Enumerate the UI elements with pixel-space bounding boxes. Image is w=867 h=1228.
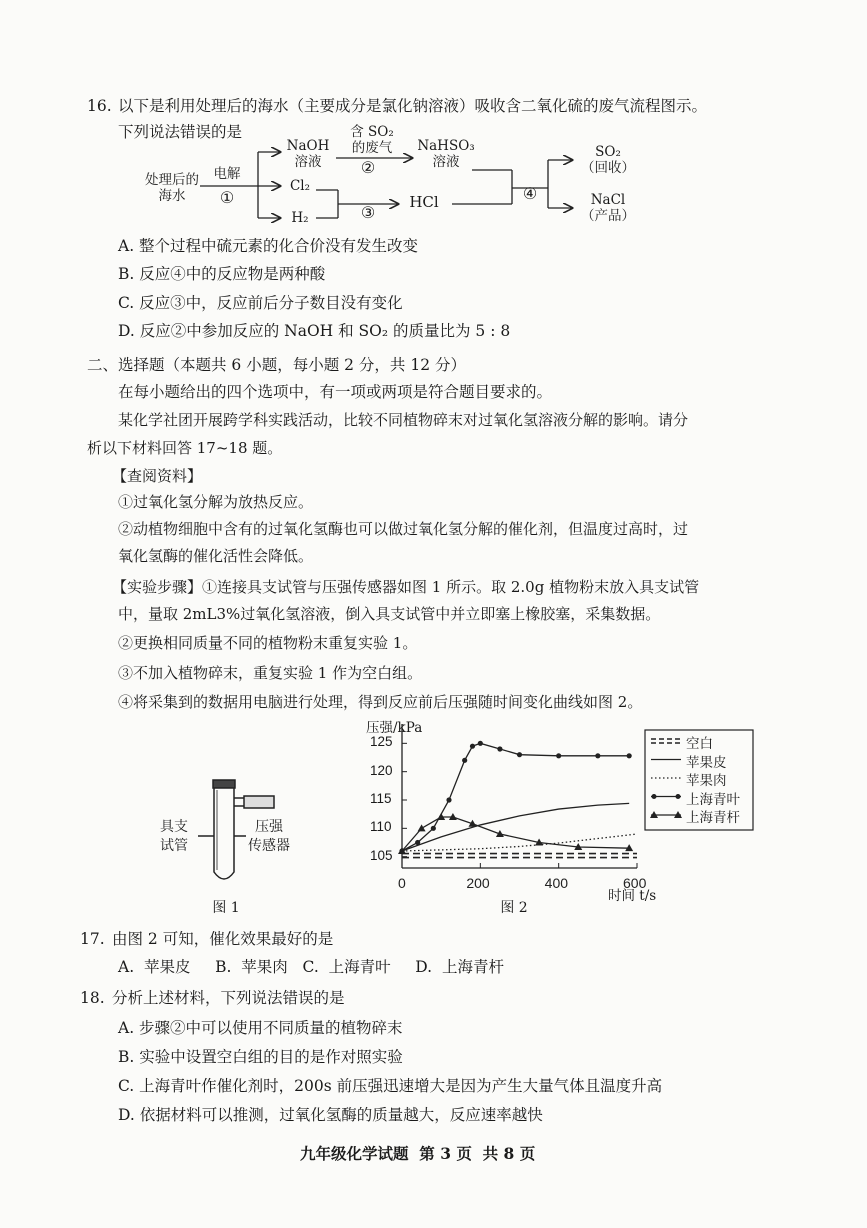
y-tick-label: 115 — [370, 791, 392, 806]
flow-nahso3: NaHSO₃ 溶液 — [417, 138, 475, 170]
steps-line2: 中，量取 2mL3%过氧化氢溶液，倒入具支试管中并立即塞上橡胶塞，采集数据。 — [118, 605, 661, 623]
flow-circle-3: ③ — [360, 203, 376, 222]
chart-xlabel: 时间 t/s — [608, 888, 657, 904]
y-tick-label: 105 — [370, 847, 393, 863]
q16-number: 16. — [87, 97, 112, 115]
flow-circle-1: ① — [219, 188, 235, 207]
info-item-1: ①过氧化氢分解为放热反应。 — [118, 493, 314, 511]
q16-option-c: C. 反应③中，反应前后分子数目没有变化 — [118, 294, 403, 312]
legend-marker — [676, 794, 681, 799]
intro-line1: 某化学社团开展跨学科实践活动，比较不同植物碎末对过氧化氢溶液分解的影响。请分 — [118, 411, 689, 429]
y-tick-label: 125 — [370, 734, 393, 750]
series-point — [478, 741, 483, 746]
q18-option-b: B. 实验中设置空白组的目的是作对照实验 — [118, 1048, 403, 1066]
series-point — [446, 797, 451, 802]
flow-hcl: HCl — [409, 193, 439, 211]
flow-nacl-out: NaCl （产品） — [581, 192, 635, 224]
fig1-tube-label: 具支 试管 — [160, 819, 188, 854]
series-point — [595, 753, 600, 758]
x-tick-label: 600 — [623, 875, 647, 891]
info-item-2-line1: ②动植物细胞中含有的过氧化氢酶也可以做过氧化氢分解的催化剂，但温度过高时，过 — [118, 520, 689, 538]
series-point — [497, 746, 502, 751]
intro-line2: 析以下材料回答 17~18 题。 — [87, 439, 283, 457]
series-point — [418, 824, 426, 831]
q18-number: 18. — [80, 989, 105, 1007]
q18-option-a: A. 步骤②中可以使用不同质量的植物碎末 — [118, 1019, 403, 1037]
q18-stem: 分析上述材料，下列说法错误的是 — [112, 989, 345, 1007]
q16-option-b: B. 反应④中的反应物是两种酸 — [118, 265, 326, 283]
section2-title: 二、选择题（本题共 6 小题，每小题 2 分，共 12 分） — [87, 356, 467, 374]
flow-cl2: Cl₂ — [289, 178, 311, 194]
flow-so2-out: SO₂ （回收） — [581, 144, 635, 176]
page-footer: 九年级化学试题 第 3 页 共 8 页 — [300, 1144, 536, 1163]
flow-seawater: 处理后的 海水 — [145, 172, 199, 204]
series-point — [517, 752, 522, 757]
info-item-2-line2: 氧化氢酶的催化活性会降低。 — [118, 547, 314, 565]
q18-option-d: D. 依据材料可以推测，过氧化氢酶的质量越大，反应速率越快 — [118, 1106, 543, 1124]
q17-options: A. 苹果皮 B. 苹果肉 C. 上海青叶 D. 上海青杆 — [118, 958, 504, 976]
flow-electrolysis-label: 电解 — [213, 166, 241, 182]
x-tick-label: 200 — [466, 875, 490, 891]
legend-label: 空白 — [686, 736, 713, 752]
y-tick-label: 120 — [370, 762, 393, 778]
fig1-caption: 图 1 — [212, 900, 240, 916]
q17-stem: 由图 2 可知，催化效果最好的是 — [112, 930, 334, 948]
flow-h2: H₂ — [291, 210, 309, 226]
series-point — [627, 753, 632, 758]
series-point — [470, 744, 475, 749]
y-tick-label: 110 — [370, 819, 392, 835]
info-title: 【查阅资料】 — [112, 467, 203, 485]
series-point — [431, 826, 436, 831]
series-point — [415, 840, 420, 845]
legend-marker — [652, 794, 657, 799]
x-tick-label: 400 — [544, 875, 569, 891]
series-point — [556, 753, 561, 758]
fig1-sensor-label: 压强 传感器 — [248, 819, 290, 854]
fig2-caption: 图 2 — [500, 900, 528, 916]
series-point — [462, 758, 467, 763]
series-line-1 — [402, 803, 629, 851]
q16-option-d: D. 反应②中参加反应的 NaOH 和 SO₂ 的质量比为 5 : 8 — [118, 322, 511, 340]
step-3: ③不加入植物碎末，重复实验 1 作为空白组。 — [118, 664, 423, 682]
legend-label: 苹果肉 — [686, 773, 727, 789]
q17-number: 17. — [80, 930, 105, 948]
q16-stem-line1: 以下是利用处理后的海水（主要成分是氯化钠溶液）吸收含二氧化硫的废气流程图示。 — [118, 97, 708, 115]
flow-naoh: NaOH 溶液 — [286, 138, 330, 170]
step-2: ②更换相同质量不同的植物粉末重复实验 1。 — [118, 634, 418, 652]
q16-option-a: A. 整个过程中硫元素的化合价没有发生改变 — [118, 237, 419, 255]
step-4: ④将采集到的数据用电脑进行处理，得到反应前后压强随时间变化曲线如图 2。 — [118, 693, 643, 711]
flow-circle-4: ④ — [522, 184, 538, 203]
legend-label: 上海青杆 — [686, 810, 740, 826]
section2-instruction: 在每小题给出的四个选项中，有一项或两项是符合题目要求的。 — [118, 383, 553, 401]
series-line-2 — [402, 834, 637, 851]
x-tick-label: 0 — [398, 875, 406, 891]
series-line-3 — [402, 743, 629, 851]
legend-label: 苹果皮 — [686, 754, 727, 771]
q16-stem-line2: 下列说法错误的是 — [118, 123, 243, 141]
flow-so2-gas: 含 SO₂ 的废气 — [350, 124, 394, 156]
steps-line1: 【实验步骤】①连接具支试管与压强传感器如图 1 所示。取 2.0g 植物粉末放入具支试管 — [112, 578, 700, 596]
flow-circle-2: ② — [360, 158, 376, 177]
q18-option-c: C. 上海青叶作催化剂时，200s 前压强迅速增大是因为产生大量气体且温度升高 — [118, 1077, 663, 1095]
legend-label: 上海青叶 — [686, 791, 740, 808]
chart-ylabel: 压强/kPa — [366, 720, 423, 736]
